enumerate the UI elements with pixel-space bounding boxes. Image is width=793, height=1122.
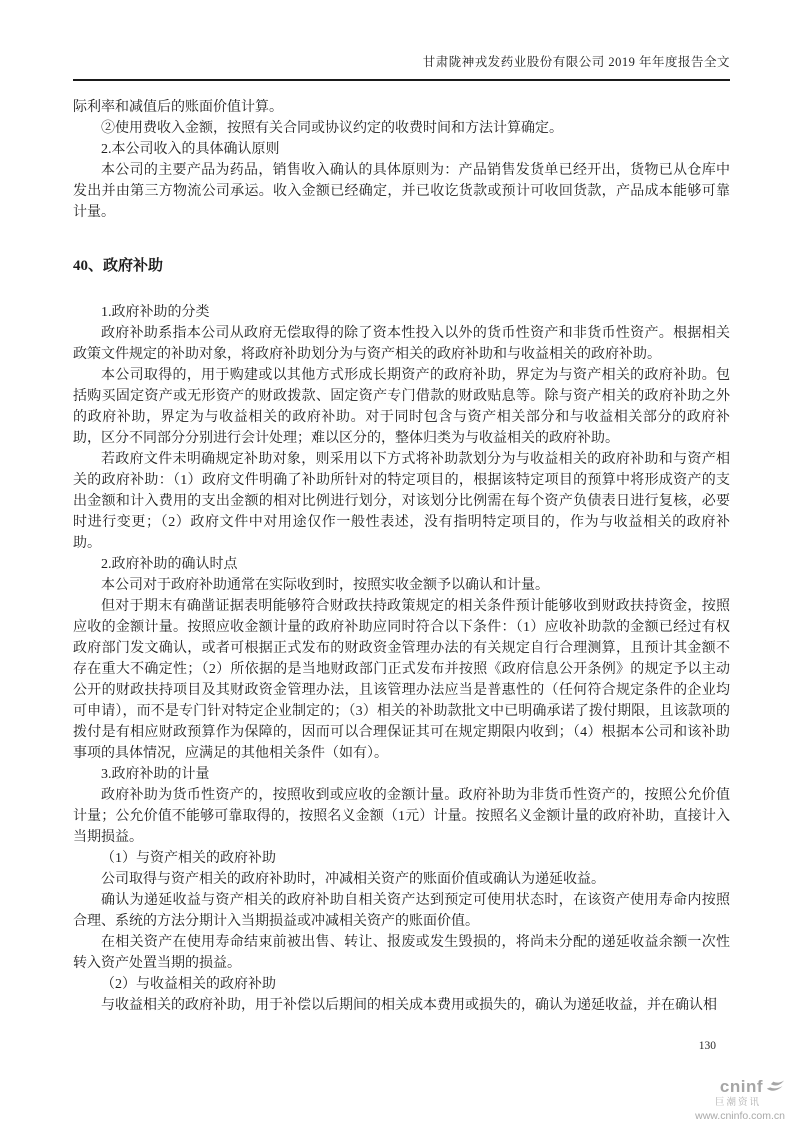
- cninfo-chinese-name: 巨潮资讯: [714, 1096, 761, 1108]
- paragraph: 本公司取得的，用于购建或以其他方式形成长期资产的政府补助，界定为与资产相关的政府补助。包括购买固定资产或无形资产的财政拨款、固定资产专门借款的财政贴息等。除与资产相关的政府补助之外的政府补助，界定为与收益相关的政府补助。对于同时包含与资产相关部分和与收益相关部分的政府补助，区分不同部分分别进行会计处理；难以区分的，整体归类为与收益相关的政府补助。: [73, 368, 730, 446]
- cninfo-swirl-icon: [765, 1078, 785, 1096]
- cninfo-url: www.cninfo.com.cn: [695, 1110, 785, 1122]
- section-heading-government-subsidies: 40、政府补助: [73, 258, 164, 274]
- paragraph: 公司取得与资产相关的政府补助时，冲减相关资产的账面价值或确认为递延收益。: [101, 872, 605, 887]
- paragraph: 2.本公司收入的具体确认原则: [101, 142, 280, 157]
- paragraph: 但对于期末有确凿证据表明能够符合财政扶持政策规定的相关条件预计能够收到财政扶持资金，按照应收的金额计量。按照应收金额计量的政府补助应同时符合以下条件：（1）应收补助款的金额已经过有权政府部门发文确认，或者可根据正式发布的财政资金管理办法的有关规定自行合理测算，且预计其金额不存在重大不确定性；（2）所依据的是当地财政部门正式发布并按照《政府信息公开条例》的规定予以主动公开的财政扶持项目及其财政资金管理办法，且该管理办法应当是普惠性的（任何符合规定条件的企业均可申请），而不是专门针对特定企业制定的；（3）相关的补助款批文中已明确承诺了拨付期限，且该款项的拨付是有相应财政预算作为保障的，因而可以合理保证其可在规定期限内收到；（4）根据本公司和该补助事项的具体情况，应满足的其他相关条件（如有）。: [73, 599, 730, 761]
- paragraph: 政府补助为货币性资产的，按照收到或应收的金额计量。政府补助为非货币性资产的，按照公允价值计量；公允价值不能够可靠取得的，按照名义金额（1元）计量。按照名义金额计量的政府补助，直接计入当期损益。: [73, 788, 730, 845]
- document-body: [73, 97, 730, 1016]
- paragraph: 1.政府补助的分类: [101, 305, 210, 320]
- cninfo-brand-text: cninf: [719, 1077, 763, 1096]
- paragraph: （1）与资产相关的政府补助: [101, 851, 276, 866]
- paragraph: （2）与收益相关的政府补助: [101, 977, 276, 992]
- paragraph: 际利率和减值后的账面价值计算。: [73, 100, 283, 115]
- paragraph: 若政府文件未明确规定补助对象，则采用以下方式将补助款划分为与收益相关的政府补助和与资产相关的政府补助：（1）政府文件明确了补助所针对的特定项目的，根据该特定项目的预算中将形成资产的支出金额和计入费用的支出金额的相对比例进行划分，对该划分比例需在每个资产负债表日进行复核，必要时进行变更；（2）政府文件中对用途仅作一般性表述，没有指明特定项目的，作为与收益相关的政府补助。: [73, 452, 730, 551]
- paragraph: 确认为递延收益与资产相关的政府补助自相关资产达到预定可使用状态时，在该资产使用寿命内按照合理、系统的方法分期计入当期损益或冲减相关资产的账面价值。: [73, 893, 730, 929]
- paragraph: 本公司的主要产品为药品，销售收入确认的具体原则为：产品销售发货单已经开出，货物已从仓库中发出并由第三方物流公司承运。收入金额已经确定，并已收讫货款或预计可收回货款，产品成本能够可靠计量。: [73, 163, 730, 220]
- page-number: 130: [698, 1040, 716, 1052]
- paragraph: 政府补助系指本公司从政府无偿取得的除了资本性投入以外的货币性资产和非货币性资产。根据相关政策文件规定的补助对象，将政府补助划分为与资产相关的政府补助和与收益相关的政府补助。: [73, 326, 730, 362]
- paragraph: ②使用费收入金额，按照有关合同或协议约定的收费时间和方法计算确定。: [101, 121, 563, 136]
- paragraph: 3.政府补助的计量: [101, 767, 210, 782]
- paragraph: 2.政府补助的确认时点: [101, 557, 238, 572]
- paragraph: 在相关资产在使用寿命结束前被出售、转让、报废或发生毁损的，将尚未分配的递延收益余额一次性转入资产处置当期的损益。: [73, 935, 730, 971]
- paragraph: 与收益相关的政府补助，用于补偿以后期间的相关成本费用或损失的，确认为递延收益，并在确认相: [101, 998, 717, 1013]
- paragraph: 本公司对于政府补助通常在实际收到时，按照实收金额予以确认和计量。: [101, 578, 549, 593]
- page-header-title: 甘肃陇神戎发药业股份有限公司 2019 年年度报告全文: [73, 0, 730, 81]
- cninfo-watermark: [695, 1078, 785, 1122]
